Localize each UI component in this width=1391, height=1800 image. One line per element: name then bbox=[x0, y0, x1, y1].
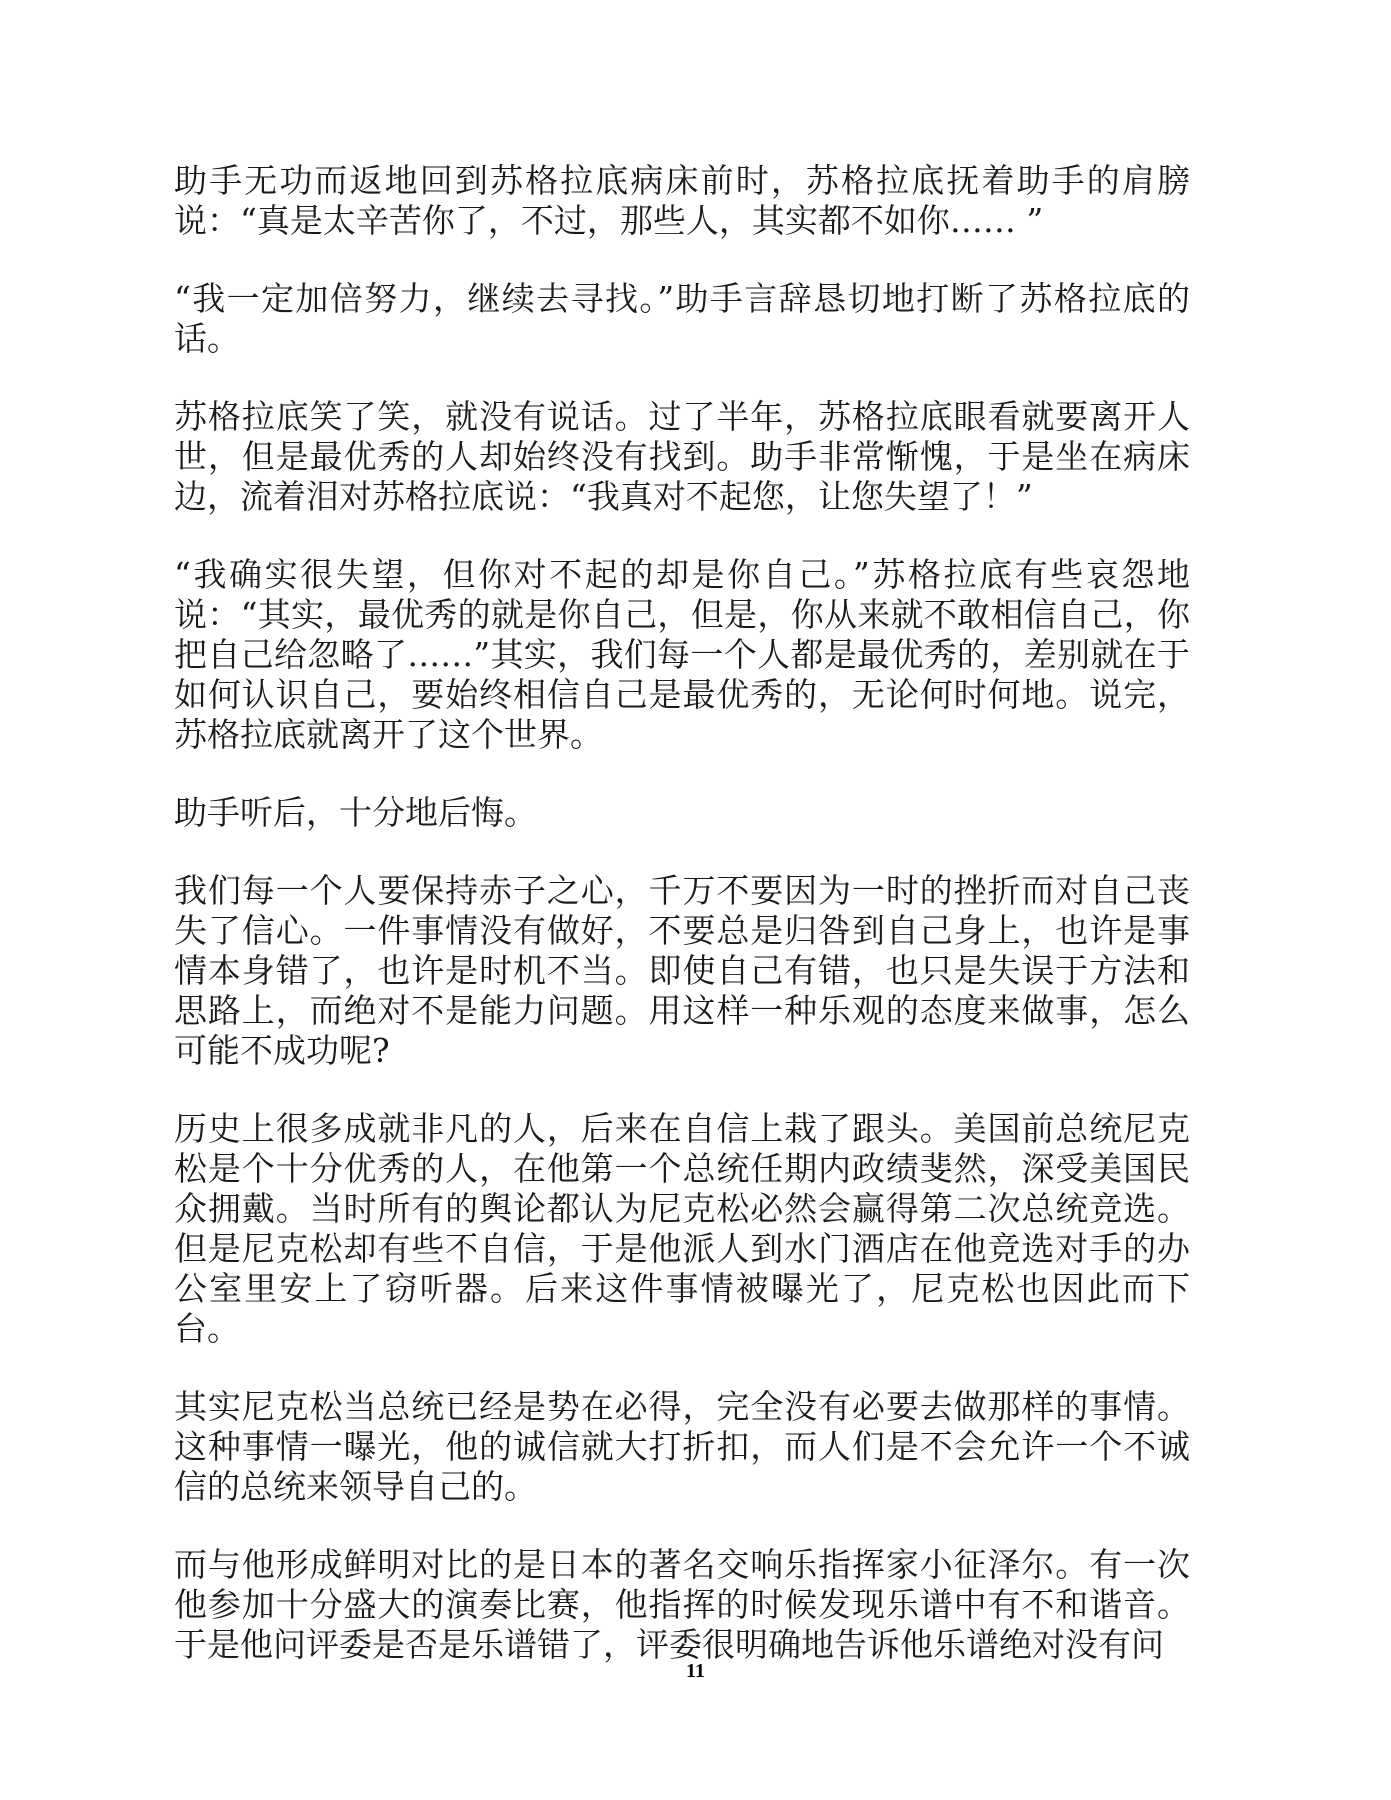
page-number: 11 bbox=[686, 1660, 705, 1682]
paragraph-1: 助手无功而返地回到苏格拉底病床前时，苏格拉底抚着助手的肩膀说：“真是太辛苦你了，不过，那些人，其实都不如你…… ” bbox=[174, 161, 1190, 240]
body-text bbox=[174, 161, 1190, 1703]
paragraph-7: 历史上很多成就非凡的人，后来在自信上栽了跟头。美国前总统尼克松是个十分优秀的人，在他第一个总统任期内政绩斐然，深受美国民众拥戴。当时所有的舆论都认为尼克松必然会赢得第二次总统竞选。但是尼克松却有些不自信，于是他派人到水门酒店在他竞选对手的办公室里安上了窃听器。后来这件事情被曝光了，尼克松也因此而下台。 bbox=[174, 1109, 1190, 1348]
paragraph-5: 助手听后，十分地后悔。 bbox=[174, 793, 537, 832]
paragraph-4: “我确实很失望，但你对不起的却是你自己。”苏格拉底有些哀怨地说：“其实，最优秀的就是你自己，但是，你从来就不敢相信自己，你把自己给忽略了……”其实，我们每一个人都是最优秀的，差别就在于如何认识自己，要始终相信自己是最优秀的，无论何时何地。说完，苏格拉底就离开了这个世界。 bbox=[174, 555, 1190, 754]
paragraph-2: “我一定加倍努力，继续去寻找。”助手言辞恳切地打断了苏格拉底的话。 bbox=[174, 279, 1190, 358]
paragraph-8: 其实尼克松当总统已经是势在必得，完全没有必要去做那样的事情。这种事情一曝光，他的诚信就大打折扣，而人们是不会允许一个不诚信的总统来领导自己的。 bbox=[174, 1387, 1190, 1506]
paragraph-3: 苏格拉底笑了笑，就没有说话。过了半年，苏格拉底眼看就要离开人世，但是最优秀的人却始终没有找到。助手非常惭愧，于是坐在病床边，流着泪对苏格拉底说：“我真对不起您，让您失望了！” bbox=[174, 397, 1190, 516]
paragraph-6: 我们每一个人要保持赤子之心，千万不要因为一时的挫折而对自己丧失了信心。一件事情没有做好，不要总是归咎到自己身上，也许是事情本身错了，也许是时机不当。即使自己有错，也只是失误于方法和思路上，而绝对不是能力问题。用这样一种乐观的态度来做事，怎么可能不成功呢? bbox=[174, 871, 1190, 1070]
paragraph-9: 而与他形成鲜明对比的是日本的著名交响乐指挥家小征泽尔。有一次他参加十分盛大的演奏比赛，他指挥的时候发现乐谱中有不和谐音。于是他问评委是否是乐谱错了，评委很明确地告诉他乐谱绝对没有问 bbox=[174, 1545, 1190, 1664]
